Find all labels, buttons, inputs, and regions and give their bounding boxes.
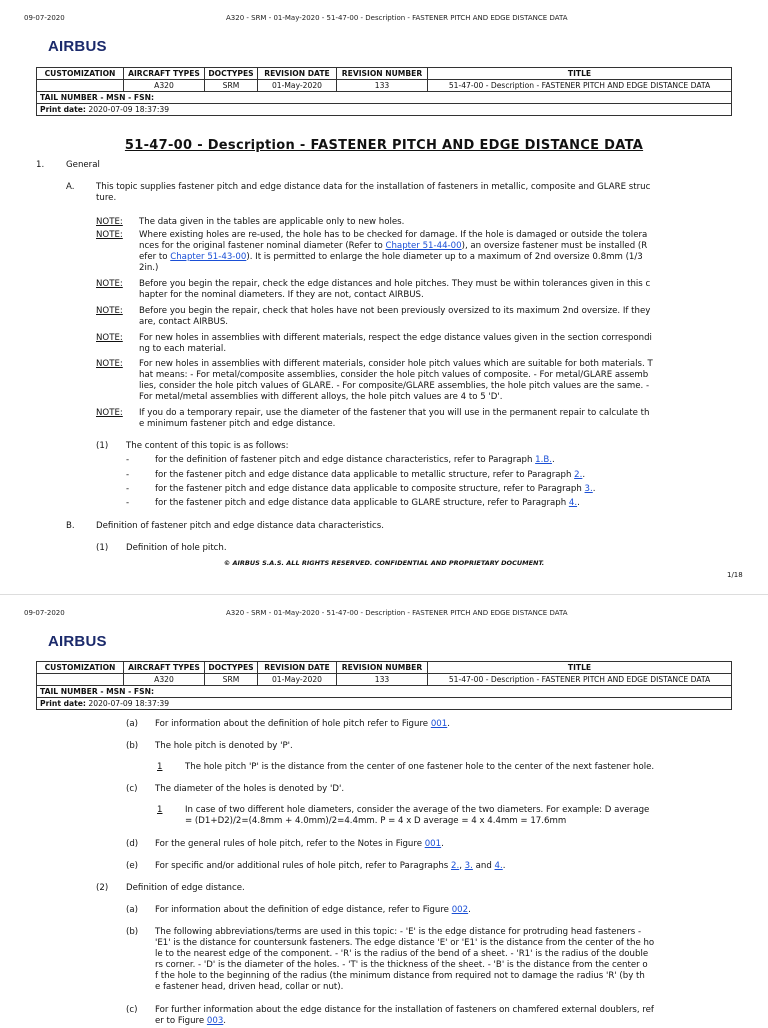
cell: 133 [337,80,428,92]
item-text: The hole pitch 'P' is the distance from the center of one fastener hole to the center of the next fastener hole. [185,762,655,772]
airbus-logo: AIRBUS [48,633,107,650]
chapter-link[interactable]: Chapter 51-43-00 [170,252,247,262]
note-label: NOTE: [96,217,123,227]
paragraph-link[interactable]: 3. [464,861,473,871]
bullet-dash: - [126,498,130,508]
note-label: NOTE: [96,359,123,369]
page-separator [0,594,768,595]
subpara-number: (1) [96,441,109,451]
figure-link[interactable]: 002 [451,905,469,915]
subpara-text: The content of this topic is as follows: [126,441,289,451]
subpara-number: (1) [96,543,109,553]
cell: 51-47-00 - Description - FASTENER PITCH AND EDGE DISTANCE DATA [428,80,732,92]
item-number: 1 [157,805,163,815]
note-label: NOTE: [96,279,123,289]
tail-number-row: TAIL NUMBER - MSN - FSN: [37,686,732,698]
para-a-number: A. [66,182,75,192]
item-text: 'E1' is the distance for countersunk fasteners. The edge distance 'E' or 'E1' is the distance from the center of the ho [155,938,655,948]
item-text: The following abbreviations/terms are used in this topic: - 'E' is the edge distance for protruding head fasteners - [155,927,642,937]
figure-link[interactable]: 003 [206,1016,224,1026]
page-title: 51-47-00 - Description - FASTENER PITCH AND EDGE DISTANCE DATA [124,138,644,153]
item-text: For information about the definition of hole pitch refer to Figure 001. [155,719,450,729]
figure-link[interactable]: 001 [430,719,448,729]
note-text: For new holes in assemblies with different materials, respect the edge distance values given in the section correspondi [139,333,652,343]
col-header: CUSTOMIZATION [37,68,124,80]
col-header: AIRCRAFT TYPES [124,662,205,674]
note-text: The data given in the tables are applicable only to new holes. [139,217,405,227]
note-text: 2in.) [139,263,159,273]
bullet-dash: - [126,484,130,494]
para-b-number: B. [66,521,75,531]
col-header: TITLE [428,68,732,80]
note-text: nces for the original fastener nominal diameter (Refer to Chapter 51-44-00), an oversize fastener must be installed (R [139,241,648,251]
copyright-notice: © AIRBUS S.A.S. ALL RIGHTS RESERVED. CONFIDENTIAL AND PROPRIETARY DOCUMENT. [223,559,545,567]
metadata-table [36,67,732,116]
list-item: for the fastener pitch and edge distance data applicable to metallic structure, refer to Paragraph 2.. [155,470,586,480]
col-header: REVISION NUMBER [337,662,428,674]
note-text: e minimum fastener pitch and edge distance. [139,419,336,429]
figure-link[interactable]: 001 [424,839,442,849]
item-text: = (D1+D2)/2=(4.8mm + 4.0mm)/2=4.4mm. P = 4 x D average = 4 x 4.4mm = 17.6mm [185,816,567,826]
note-label: NOTE: [96,333,123,343]
page-number: 1/18 [727,571,743,579]
item-number: (c) [126,784,138,794]
item-number: (d) [126,839,139,849]
paragraph-link[interactable]: 4. [568,498,578,508]
note-text: are, contact AIRBUS. [139,317,229,327]
item-number: (a) [126,905,138,915]
item-text: le to the nearest edge of the component. - 'R' is the radius of the bend of a sheet. - 'R1' is the radius of the double [155,949,649,959]
note-text: hapter for the nominal diameters. If they are not, contact AIRBUS. [139,290,424,300]
note-text: For metal/metal assemblies with different alloys, the hole pitch values are 4 to 5 'D'. [139,392,503,402]
paragraph-link[interactable]: 3. [584,484,593,494]
col-header: AIRCRAFT TYPES [124,68,205,80]
item-number: (c) [126,1005,138,1015]
print-date-row [37,104,732,116]
item-number: (b) [126,741,139,751]
note-text: efer to Chapter 51-43-00). It is permitted to enlarge the hole diameter up to a maximum of 2nd oversize 0.8mm (1/3 [139,252,643,262]
cell: 133 [337,674,428,686]
subpara-text: Definition of edge distance. [126,883,245,893]
item-text: For further information about the edge distance for the installation of fasteners on chamfered external doublers, ref [155,1005,654,1015]
print-date-row [37,698,732,710]
col-header: DOCTYPES [205,68,258,80]
cell: SRM [205,80,258,92]
metadata-table [36,661,732,710]
note-text: For new holes in assemblies with different materials, consider hole pitch values which are suitable for both materials. T [139,359,653,369]
para-a-text: This topic supplies fastener pitch and edge distance data for the installation of fasteners in metallic, composite and GLARE struc [96,182,651,192]
item-text: f the hole to the beginning of the radius (the minimum distance from required not to damage the radius 'R' (by th [155,971,645,981]
print-date-label: Print date: [40,104,86,114]
bullet-dash: - [126,470,130,480]
print-date-value: 2020-07-09 18:37:39 [88,698,170,708]
col-header: DOCTYPES [205,662,258,674]
bullet-dash: - [126,455,130,465]
cell: 51-47-00 - Description - FASTENER PITCH AND EDGE DISTANCE DATA [428,674,732,686]
print-date-value: 2020-07-09 18:37:39 [88,104,170,114]
note-text: If you do a temporary repair, use the diameter of the fastener that you will use in the permanent repair to calculate th [139,408,650,418]
note-text: hat means: - For metal/composite assemblies, consider the hole pitch values of composite. - For metal/GLARE assemb [139,370,649,380]
tail-number-row: TAIL NUMBER - MSN - FSN: [37,92,732,104]
para-b-text: Definition of fastener pitch and edge distance data characteristics. [96,521,384,531]
header-doc-title: A320 - SRM - 01-May-2020 - 51-47-00 - Description - FASTENER PITCH AND EDGE DISTANCE DATA [226,14,568,22]
col-header: CUSTOMIZATION [37,662,124,674]
note-text: lies, consider the hole pitch values of GLARE. - For composite/GLARE assemblies, the hole pitch values are the same. - [139,381,650,391]
cell [37,80,124,92]
para-a-text: ture. [96,193,117,203]
item-number: 1 [157,762,163,772]
cell: A320 [124,674,205,686]
item-text: er to Figure 003. [155,1016,227,1026]
note-label: NOTE: [96,230,123,240]
header-date: 09-07-2020 [24,609,65,617]
subpara-text: Definition of hole pitch. [126,543,227,553]
paragraph-link[interactable]: 1.B. [535,455,552,465]
item-number: (e) [126,861,138,871]
col-header: REVISION NUMBER [337,68,428,80]
item-text: e fastener head, driven head, collar or nut). [155,982,344,992]
paragraph-link[interactable]: 4. [494,861,503,871]
cell: SRM [205,674,258,686]
cell: A320 [124,80,205,92]
item-text: For specific and/or additional rules of hole pitch, refer to Paragraphs 2., 3. and 4.. [155,861,506,871]
item-text: For the general rules of hole pitch, refer to the Notes in Figure 001. [155,839,444,849]
paragraph-link[interactable]: 2. [574,470,583,480]
item-text: For information about the definition of edge distance, refer to Figure 002. [155,905,471,915]
note-text: ng to each material. [139,344,227,354]
list-item: for the fastener pitch and edge distance data applicable to composite structure, refer to Paragraph 3.. [155,484,596,494]
item-text: rs corner. - 'D' is the diameter of the holes. - 'T' is the thickness of the sheet. - 'B' is the distance from the center o [155,960,648,970]
note-label: NOTE: [96,306,123,316]
list-item: for the definition of fastener pitch and edge distance characteristics, refer to Paragraph 1.B.. [155,455,555,465]
note-text: Before you begin the repair, check that holes have not been previously oversized to its maximum 2nd oversize. If they [139,306,651,316]
col-header: REVISION DATE [258,68,337,80]
print-date-label: Print date: [40,698,86,708]
subpara-number: (2) [96,883,109,893]
item-text: In case of two different hole diameters, consider the average of the two diameters. For example: D average [185,805,650,815]
list-item: for the fastener pitch and edge distance data applicable to GLARE structure, refer to Paragraph 4.. [155,498,580,508]
item-text: The hole pitch is denoted by 'P'. [155,741,293,751]
header-doc-title: A320 - SRM - 01-May-2020 - 51-47-00 - Description - FASTENER PITCH AND EDGE DISTANCE DATA [226,609,568,617]
chapter-link[interactable]: Chapter 51-44-00 [385,241,462,251]
header-date: 09-07-2020 [24,14,65,22]
cell [37,674,124,686]
paragraph-link[interactable]: 2. [451,861,460,871]
item-text: The diameter of the holes is denoted by 'D'. [155,784,345,794]
item-number: (b) [126,927,139,937]
item-number: (a) [126,719,138,729]
cell: 01-May-2020 [258,674,337,686]
section-number: 1. [36,160,45,170]
col-header: REVISION DATE [258,662,337,674]
note-text: Where existing holes are re-used, the hole has to be checked for damage. If the hole is damaged or outside the tolera [139,230,648,240]
note-label: NOTE: [96,408,123,418]
cell: 01-May-2020 [258,80,337,92]
col-header: TITLE [428,662,732,674]
section-label: General [66,160,100,170]
airbus-logo: AIRBUS [48,38,107,55]
note-text: Before you begin the repair, check the edge distances and hole pitches. They must be within tolerances given in this c [139,279,651,289]
